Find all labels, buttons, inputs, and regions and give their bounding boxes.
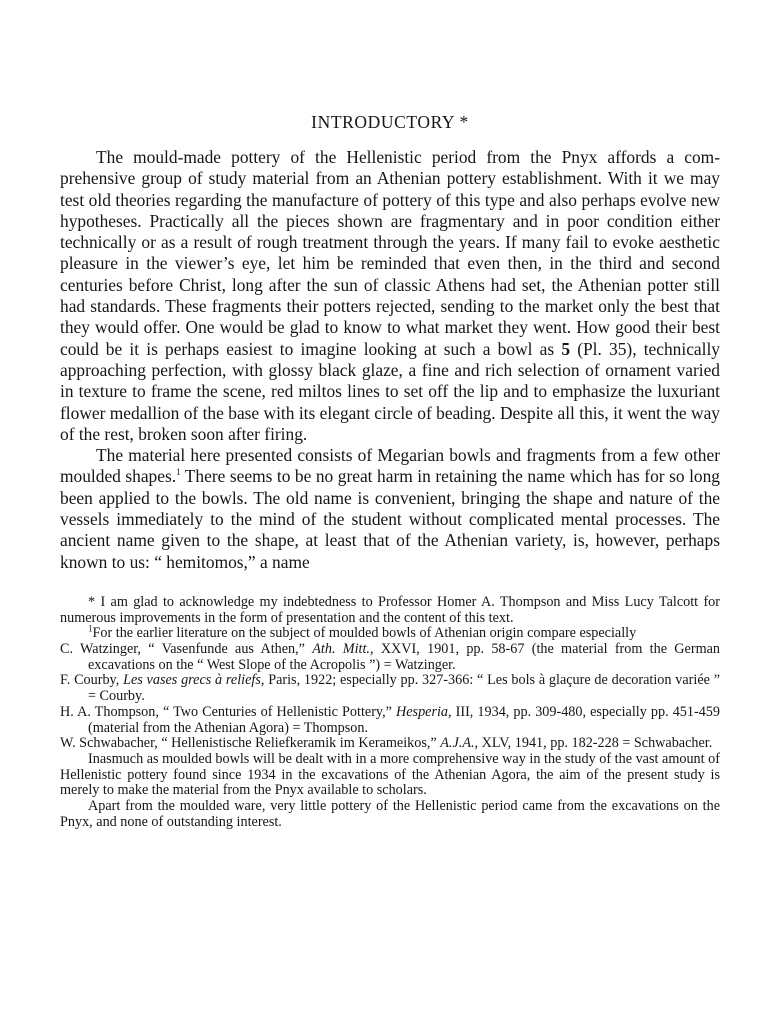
paragraph-2 [60, 445, 720, 573]
reference-thompson: H. A. Thompson, “ Two Centuries of Hellenistic Pottery,” Hesperia, III, 1934, pp. 309-480, especially pp. 451-459 (material from the Athenian Agora) = Thompson. [60, 703, 720, 736]
footnote-marker: 1 [176, 467, 181, 478]
body-text [60, 147, 720, 573]
footnote-1 [60, 623, 720, 642]
footnote-1-text: For the earlier literature on the subject of moulded bowls of Athenian origin compare especially [92, 625, 637, 642]
page-title: INTRODUCTORY * [311, 112, 469, 132]
paragraph-1 [60, 147, 720, 445]
footnote-note-agora: Inasmuch as moulded bowls will be dealt with in a more comprehensive way in the study of the vast amount of Hellenistic pottery found since 1934 in the excavations of the Athenian Agora, the aim of the present study is merely to make the material from the Pnyx available to scholars. [60, 750, 720, 799]
footnote-1-marker: 1 [88, 623, 93, 634]
reference-schwabacher: W. Schwabacher, “ Hellenistische Reliefkeramik im Kerameikos,” A.J.A., XLV, 1941, pp. 182-228 = Schwabacher. [60, 735, 713, 752]
plate-reference: 5 [561, 338, 571, 359]
paragraph-2-tail: There seems to be no great harm in retaining the name which has for so long been applied to the bowls. The old name is convenient, bringing the shape and nature of the vessels immediately to the mind of the student without complicated mental processes. The ancient name given to the shape, at least that of the Athenian variety, is, however, perhaps known to us: “ hemitomos,” a name [60, 466, 720, 572]
footnote-note-pnyx: Apart from the moulded ware, very little pottery of the Hellenistic period came from the excavations on the Pnyx, and none of outstanding interest. [60, 798, 720, 830]
paragraph-1-text: The mould-made pottery of the Hellenistic period from the Pnyx affords a comprehensive group of study material from an Athenian pottery establishment. With it we may test old theories regarding the manufacture of pottery of this type and also perhaps evolve new hypotheses. Practically all the pieces shown are fragmentary and in poor condition either technically or as a result of rough treatment through the years. If many fail to evoke aesthetic pleasure in the viewer’s eye, let him be reminded that even then, in the third and second centuries before Christ, long after the sun of classic Athens had set, the Athenian potter still had standards. These fragments their potters rejected, sending to the market only the best that they would offer. One would be glad to know to what market they went. How good their best could be it is perhaps easiest to imagine looking at such a bowl as [60, 147, 720, 359]
footnotes [60, 595, 720, 831]
paragraph-2-text: The material here presented consists of Megarian bowls and fragments from a few other moulded shapes. [60, 445, 720, 487]
footnote-star: * I am glad to acknowledge my indebtedness to Professor Homer A. Thompson and Miss Lucy Talcott for numerous improvements in the form of presentation and the content of this text. [60, 593, 720, 626]
reference-courby: F. Courby, Les vases grecs à reliefs, Paris, 1922; especially pp. 327-366: “ Les bols à glaçure de decoration variée ” = Courby. [60, 672, 720, 705]
reference-watzinger: C. Watzinger, “ Vasenfunde aus Athen,” Ath. Mitt., XXVI, 1901, pp. 58-67 (the material from the German excavations on the “ West Slope of the Acropolis ”) = Watzinger. [60, 641, 720, 673]
page [60, 112, 720, 830]
paragraph-1-tail: (Pl. 35), technically approaching perfection, with glossy black glaze, a fine and rich selection of ornament varied in texture to frame the scene, red miltos lines to set off the lip and to emphasize the luxuriant flower medallion of the base with its elegant circle of beading. Despite all this, it went the way of the rest, broken soon after firing. [60, 338, 721, 444]
